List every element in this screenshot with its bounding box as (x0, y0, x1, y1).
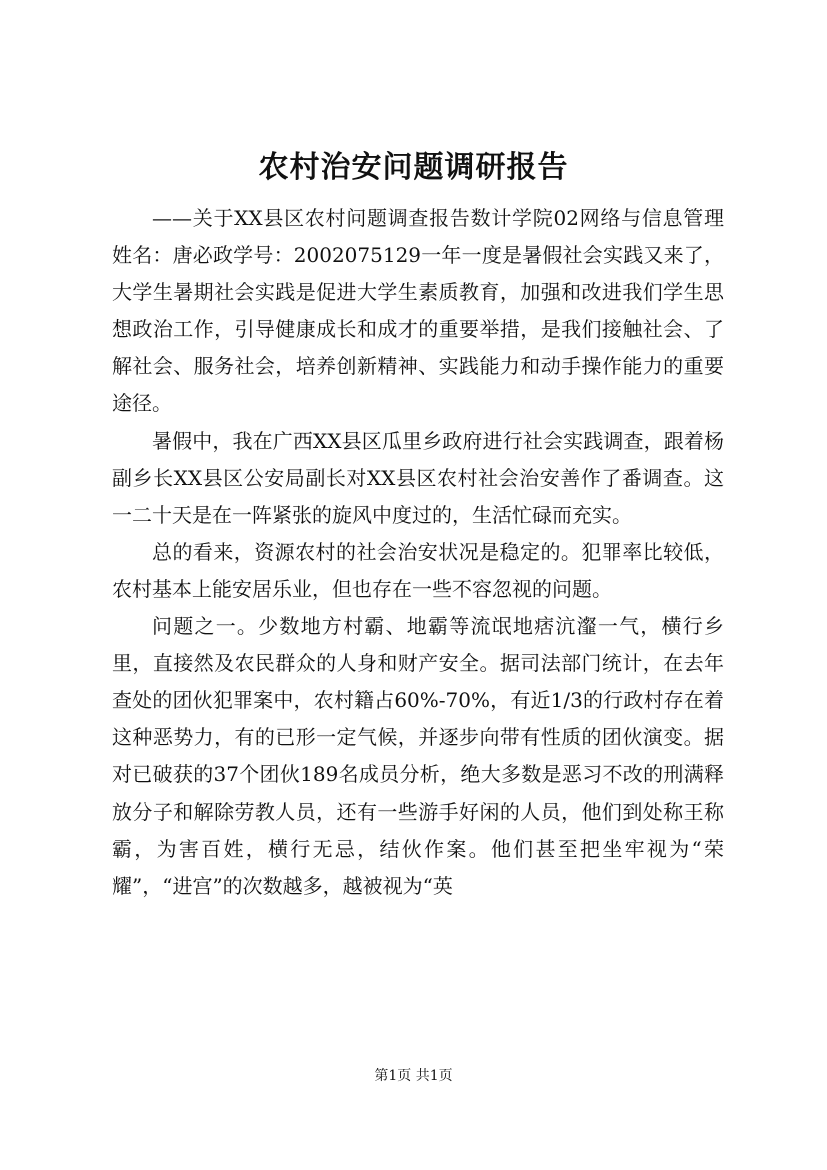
document-body (112, 200, 724, 905)
paragraph-overview: 总的看来，资源农村的社会治安状况是稳定的。犯罪率比较低，农村基本上能安居乐业，但也存在一些不容忽视的问题。 (112, 539, 724, 601)
paragraph-summer-practice: 暑假中，我在广西XX县区瓜里乡政府进行社会实践调查，跟着杨副乡长XX县区公安局副长对XX县区农村社会治安善作了番调查。这一二十天是在一阵紧张的旋风中度过的，生活忙碌而充实。 (112, 428, 724, 527)
document-title: 农村治安问题调研报告 (258, 150, 569, 185)
paragraph-problem-one: 问题之一。少数地方村霸、地霸等流氓地痞沆瀣一气，横行乡里，直接然及农民群众的人身和财产安全。据司法部门统计，在去年查处的团伙犯罪案中，农村籍占60%-70%，有近1/3的行政村存在着这种恶势力，有的已形一定气候，并逐步向带有性质的团伙演变。据对已破获的37个团伙189名成员分析，绝大多数是恶习不改的刑满释放分子和解除劳教人员，还有一些游手好闲的人员，他们到处称王称霸，为害百姓，横行无忌，结伙作案。他们甚至把坐牢视为“荣耀”，“进宫”的次数越多，越被视为“英 (112, 614, 724, 898)
paragraph-intro: ——关于XX县区农村问题调查报告数计学院02网络与信息管理姓名：唐必政学号：2002075129一年一度是暑假社会实践又来了，大学生暑期社会实践是促进大学生素质教育，加强和改进我们学生思想政治工作，引导健康成长和成才的重要举措，是我们接触社会、了解社会、服务社会，培养创新精神、实践能力和动手操作能力的重要途径。 (112, 206, 724, 416)
page-footer: 第1页 共1页 (374, 1068, 453, 1084)
